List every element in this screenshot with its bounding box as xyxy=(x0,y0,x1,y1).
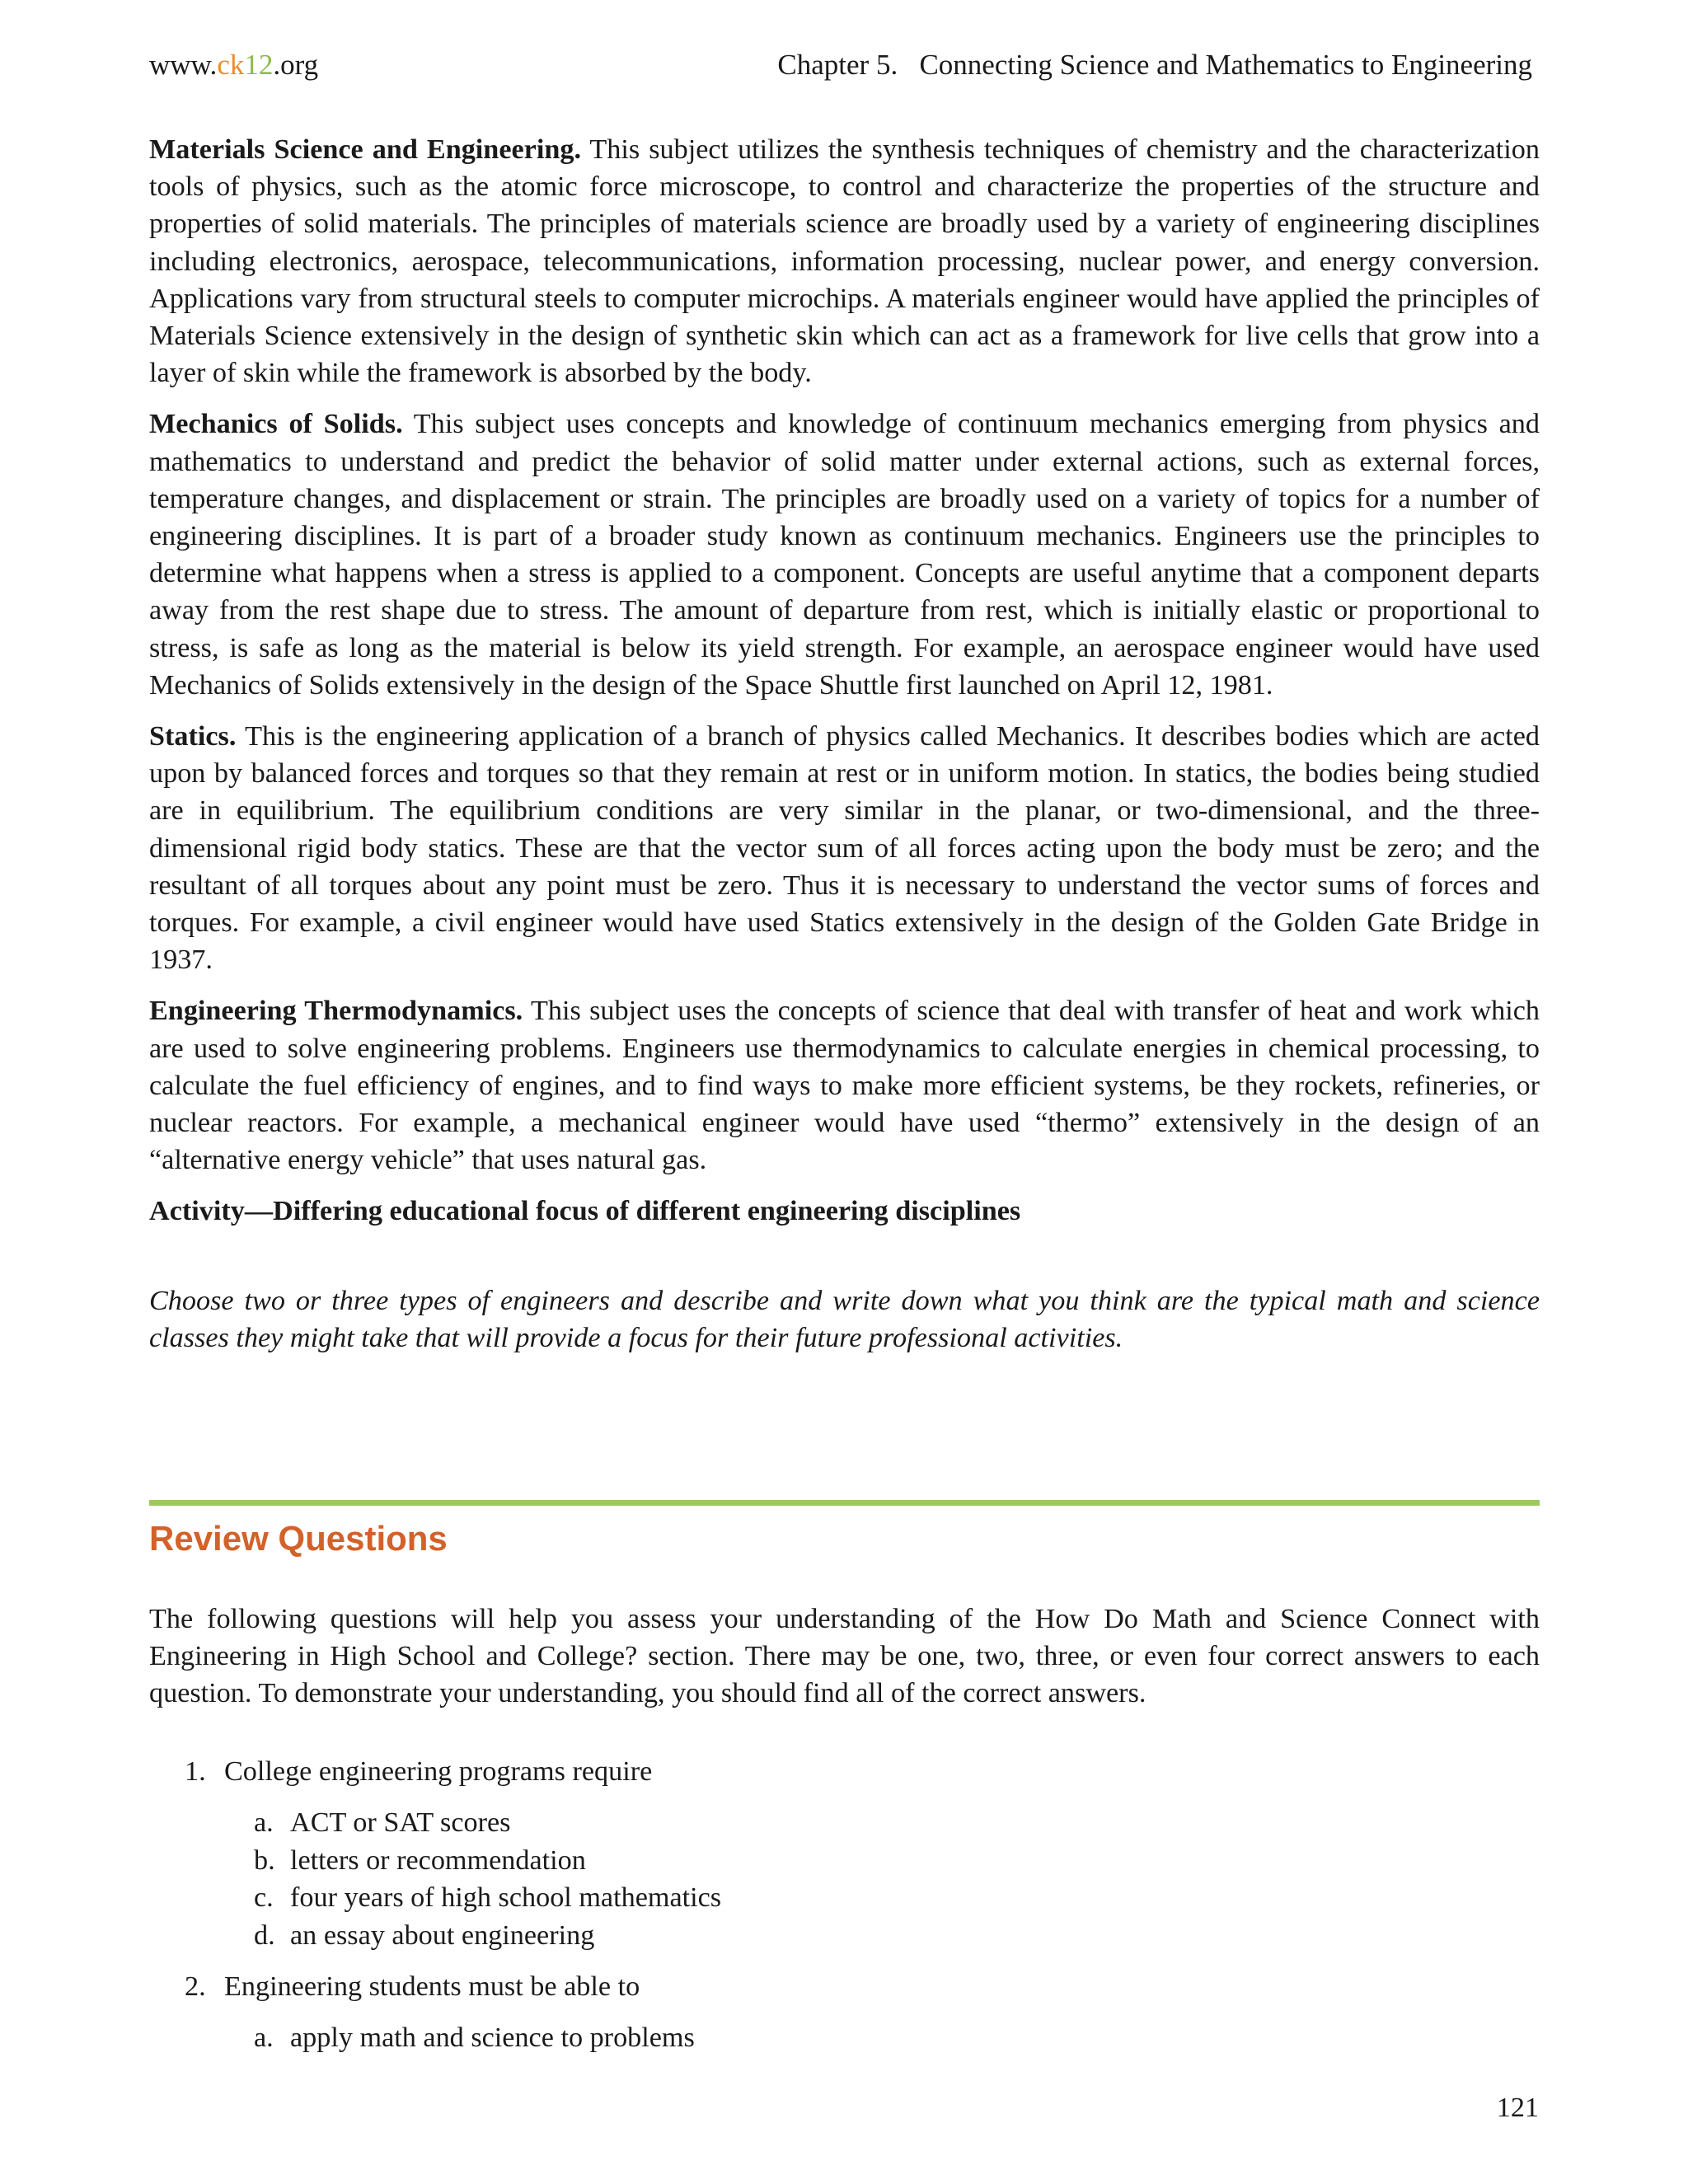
option-letter: a. xyxy=(254,1807,274,1838)
question-text: Engineering students must be able to xyxy=(224,1971,640,2002)
option-1c xyxy=(149,1879,1540,1917)
section-statics xyxy=(149,718,1540,978)
option-letter: a. xyxy=(254,2022,274,2053)
section-text: This is the engineering application of a branch of physics called Mechanics. It describes bodies which are acted upon by balanced forces and torques so that they remain at rest or in uniform motion. In statics, the bodies being studied are in equilibrium. The equilibrium conditions are very similar in the planar, or two-dimensional, and the three-dimensional rigid body statics. These are that the vector sum of all forces acting upon the body must be zero; and the resultant of all torques about any point must be zero. Thus it is necessary to understand the vector sums of forces and torques. For example, a civil engineer would have used Statics extensively in the design of the Golden Gate Bridge in 1937. xyxy=(149,721,1540,976)
section-title: Materials Science and Engineering. xyxy=(149,134,581,165)
section-text: This subject utilizes the synthesis techniques of chemistry and the characterization tools of physics, such as the atomic force microscope, to control and characterize the properties of the structure and properties of solid materials. The principles of materials science are broadly used by a variety of engineering disciplines including electronics, aerospace, telecommunications, information processing, nuclear power, and energy conversion. Applications vary from structural steels to computer microchips. A materials engineer would have applied the principles of Materials Science extensively in the design of synthetic skin which can act as a framework for live cells that grow into a layer of skin while the framework is absorbed by the body. xyxy=(149,134,1540,389)
question-1 xyxy=(149,1753,1540,1790)
option-letter: b. xyxy=(254,1844,275,1876)
option-text: four years of high school mathematics xyxy=(290,1882,722,1913)
option-letter: d. xyxy=(254,1919,275,1951)
running-header xyxy=(149,45,1540,91)
chapter-title: Chapter 5. Connecting Science and Mathematics to Engineering xyxy=(777,49,1532,81)
activity-text: Choose two or three types of engineers and describe and write down what you think are the typical math and science classes they might take that will provide a focus for their future professional activities. xyxy=(149,1286,1540,1354)
option-letter: c. xyxy=(254,1882,274,1913)
section-title: Mechanics of Solids. xyxy=(149,409,403,440)
section-text: This subject uses the concepts of science that deal with transfer of heat and work which are used to solve engineering problems. Engineers use thermodynamics to calculate energies in chemical processing, to calculate the fuel efficiency of engines, and to find ways to make more efficient systems, be they rockets, refineries, or nuclear reactors. For example, a mechanical engineer would have used “thermo” extensively in the design of an “alternative energy vehicle” that uses natural gas. xyxy=(149,996,1540,1176)
page-body xyxy=(149,45,1540,1354)
site-ck: ck xyxy=(217,49,245,81)
review-intro: The following questions will help you assess your understanding of the How Do Math and Science Connect with Engineering in High School and College? section. There may be one, two, three, or even four correct answers to each question. To demonstrate your understanding, you should find all of the correct answers. xyxy=(149,1604,1540,1709)
section-title: Statics. xyxy=(149,721,237,752)
question-1-options xyxy=(149,1804,1540,1954)
site-prefix: www. xyxy=(149,49,218,81)
site-url[interactable] xyxy=(149,49,318,82)
option-2a xyxy=(149,2019,1540,2057)
section-divider xyxy=(149,1500,1540,1506)
section-title: Engineering Thermodynamics. xyxy=(149,996,523,1027)
site-12: 12 xyxy=(244,49,274,81)
option-text: letters or recommendation xyxy=(290,1844,586,1876)
question-2-options xyxy=(149,2019,1540,2057)
page-number: 121 xyxy=(1496,2093,1539,2123)
section-text: This subject uses concepts and knowledge of continuum mechanics emerging from physics and mathematics to understand and predict the behavior of solid matter under external actions, such as external forces, temperature changes, and displacement or strain. The principles are broadly used on a variety of topics for a number of engineering disciplines. It is part of a broader study known as continuum mechanics. Engineers use the principles to determine what happens when a stress is applied to a component. Concepts are useful anytime that a component departs away from the rest shape due to stress. The amount of departure from rest, which is initially elastic or proportional to stress, is safe as long as the material is below its yield strength. For example, an aerospace engineer would have used Mechanics of Solids extensively in the design of the Space Shuttle first launched on April 12, 1981. xyxy=(149,409,1540,701)
option-1d xyxy=(149,1917,1540,1955)
review-questions-heading: Review Questions xyxy=(149,1519,448,1558)
option-text: an essay about engineering xyxy=(290,1919,595,1951)
section-thermodynamics xyxy=(149,992,1540,1179)
question-number: 1. xyxy=(185,1756,206,1787)
main-content xyxy=(149,131,1540,1357)
option-text: apply math and science to problems xyxy=(290,2022,695,2053)
activity-heading: Activity—Differing educational focus of different engineering disciplines xyxy=(149,1196,1021,1227)
option-1b xyxy=(149,1842,1540,1880)
option-text: ACT or SAT scores xyxy=(290,1807,511,1838)
question-number: 2. xyxy=(185,1971,206,2002)
question-list xyxy=(149,1753,1540,2071)
section-mechanics-of-solids xyxy=(149,405,1540,704)
section-materials-science xyxy=(149,131,1540,391)
question-2 xyxy=(149,1968,1540,2005)
site-suffix: .org xyxy=(273,49,319,81)
question-text: College engineering programs require xyxy=(224,1756,653,1787)
option-1a xyxy=(149,1804,1540,1842)
